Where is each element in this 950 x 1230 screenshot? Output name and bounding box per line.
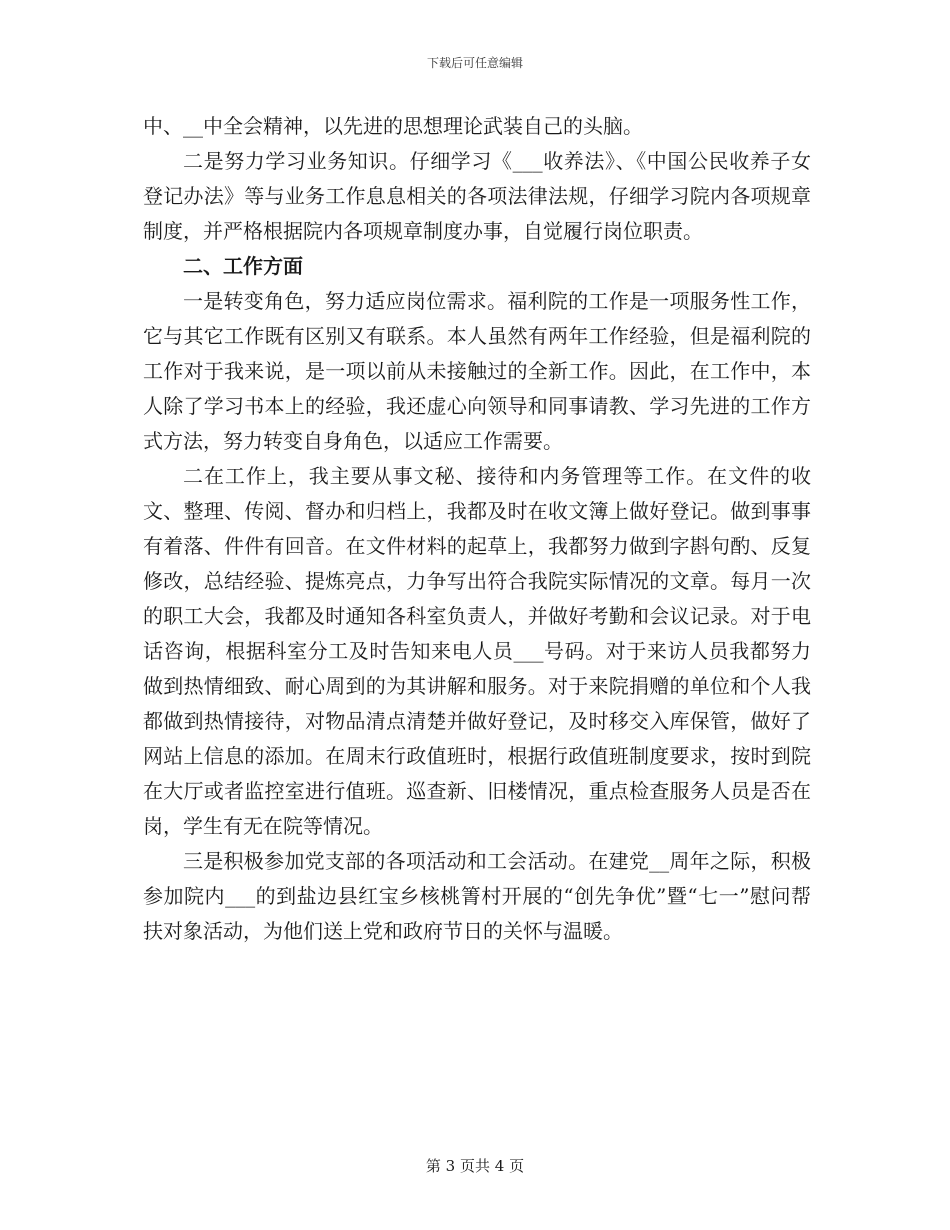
section-heading-work: 二、工作方面 (183, 254, 303, 278)
paragraph-study-business: 二是努力学习业务知识。仔细学习《___收养法》、《中国公民收养子女登记办法》等与业务工作息息相关的各项法律法规，仔细学习院内各项规章制度，并严格根据院内各项规章制度办事，自觉履行岗位职责。 (143, 149, 811, 243)
page-header-note: 下载后可任意编辑 (426, 56, 523, 70)
paragraph-role-change: 一是转变角色，努力适应岗位需求。福利院的工作是一项服务性工作，它与其它工作既有区别又有联系。本人虽然有两年工作经验，但是福利院的工作对于我来说，是一项以前从未接触过的全新工作。因此，在工作中，本人除了学习书本上的经验，我还虚心向领导和同事请教、学习先进的工作方式方法，努力转变自身角色，以适应工作需要。 (143, 289, 811, 453)
paragraph-continuation: 中、__中全会精神，以先进的思想理论武装自己的头脑。 (143, 114, 643, 138)
document-body (143, 109, 811, 949)
paragraph-party-activities: 三是积极参加党支部的各项活动和工会活动。在建党__周年之际，积极参加院内___的到盐边县红宝乡核桃箐村开展的“创先争优”暨“七一”慰问帮扶对象活动，为他们送上党和政府节日的关怀与温暖。 (143, 849, 811, 943)
page-number: 第 3 页共 4 页 (425, 1157, 525, 1175)
paragraph-daily-work: 二在工作上，我主要从事文秘、接待和内务管理等工作。在文件的收文、整理、传阅、督办和归档上，我都及时在收文簿上做好登记。做到事事有着落、件件有回音。在文件材料的起草上，我都努力做到字斟句酌、反复修改，总结经验、提炼亮点，力争写出符合我院实际情况的文章。每月一次的职工大会，我都及时通知各科室负责人，并做好考勤和会议记录。对于电话咨询，根据科室分工及时告知来电人员___号码。对于来访人员我都努力做到热情细致、耐心周到的为其讲解和服务。对于来院捐赠的单位和个人我都做到热情接待，对物品清点清楚并做好登记，及时移交入库保管，做好了网站上信息的添加。在周末行政值班时，根据行政值班制度要求，按时到院在大厅或者监控室进行值班。巡查新、旧楼情况，重点检查服务人员是否在岗，学生有无在院等情况。 (143, 464, 811, 838)
